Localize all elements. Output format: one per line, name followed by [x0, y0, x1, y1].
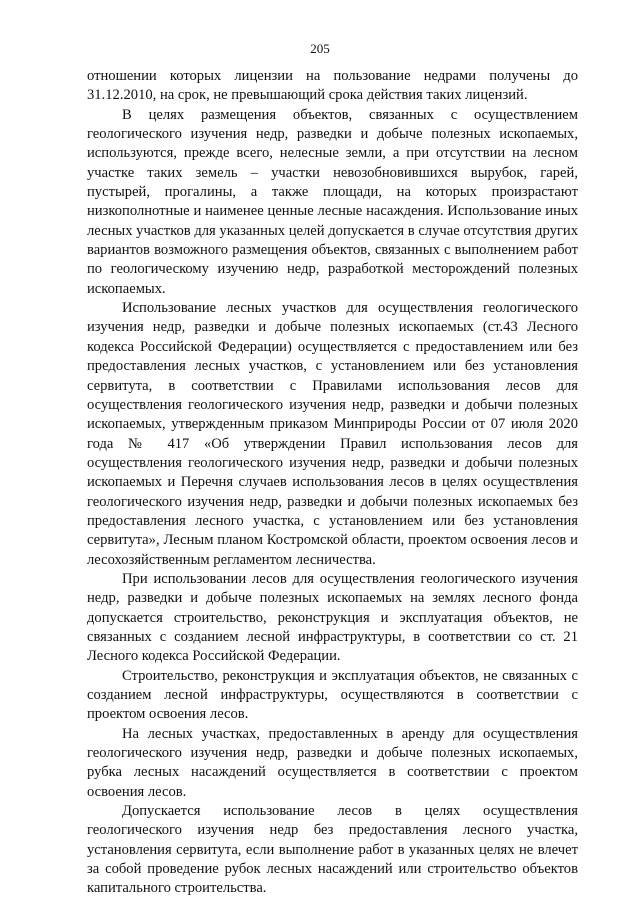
- document-body: [87, 67, 578, 899]
- paragraph-land-use-rules: Использование лесных участков для осуществления геологического изучения недр, разведки и добыче полезных ископаемых (ст.43 Лесного кодекса Российской Федерации) осуществляется с предоставлением или без предоставления лесных участков, с установлением или без установления сервитута, в соответствии с Правилами использования лесов для осуществления геологического изучения недр, разведки и добычи полезных ископаемых, утвержденным приказом Минприроды России от 07 июля 2020 года № 417 «Об утверждении Правил использования лесов для осуществления геологического изучения недр, разведки и добычи полезных ископаемых и Перечня случаев использования лесов в целях осуществления геологического изучения недр, разведки и добычи полезных ископаемых без предоставления лесного участка, с установлением или без установления сервитута», Лесным планом Костромской области, проектом освоения лесов и лесохозяйственным регламентом лесничества.: [87, 300, 578, 568]
- paragraph-leased-plots-felling: На лесных участках, предоставленных в аренду для осуществления геологического изучения недр, разведки и добыче полезных ископаемых, рубка лесных насаждений осуществляется в соответствии с проектом освоения лесов.: [87, 725, 578, 800]
- paragraph-construction-project: Строительство, реконструкция и эксплуатация объектов, не связанных с созданием лесной инфраструктуры, осуществляются в соответствии с проектом освоения лесов.: [87, 667, 578, 723]
- paragraph-use-without-plot: Допускается использование лесов в целях осуществления геологического изучения недр без предоставления лесного участка, установления сервитута, если выполнение работ в указанных целях не влечет за собой проведение рубок лесных насаждений или строительство объектов капитального строительства.: [87, 803, 578, 897]
- paragraph-continuation: отношении которых лицензии на пользование недрами получены до 31.12.2010, на срок, не превышающий срока действия таких лицензий.: [87, 68, 578, 104]
- page-number: 205: [310, 41, 330, 56]
- paragraph-construction-permitted: При использовании лесов для осуществления геологического изучения недр, разведки и добыче полезных ископаемых на землях лесного фонда допускается строительство, реконструкция и эксплуатация объектов, не связанных с созданием лесной инфраструктуры, в соответствии со ст. 21 Лесного кодекса Российской Федерации.: [87, 570, 578, 665]
- paragraph-object-placement: В целях размещения объектов, связанных с осуществлением геологического изучения недр, разведки и добыче полезных ископаемых, используются, прежде всего, нелесные земли, а при отсутствии на лесном участке таких земель – участки невозобновившихся вырубок, гарей, пустырей, прогалины, а также площади, на которых произрастают низкополнотные и наименее ценные лесные насаждения. Использование иных лесных участков для указанных целей допускается в случае отсутствия других вариантов возможного размещения объектов, связанных с выполнением работ по геологическому изучению недр, разработкой месторождений полезных ископаемых.: [87, 106, 578, 297]
